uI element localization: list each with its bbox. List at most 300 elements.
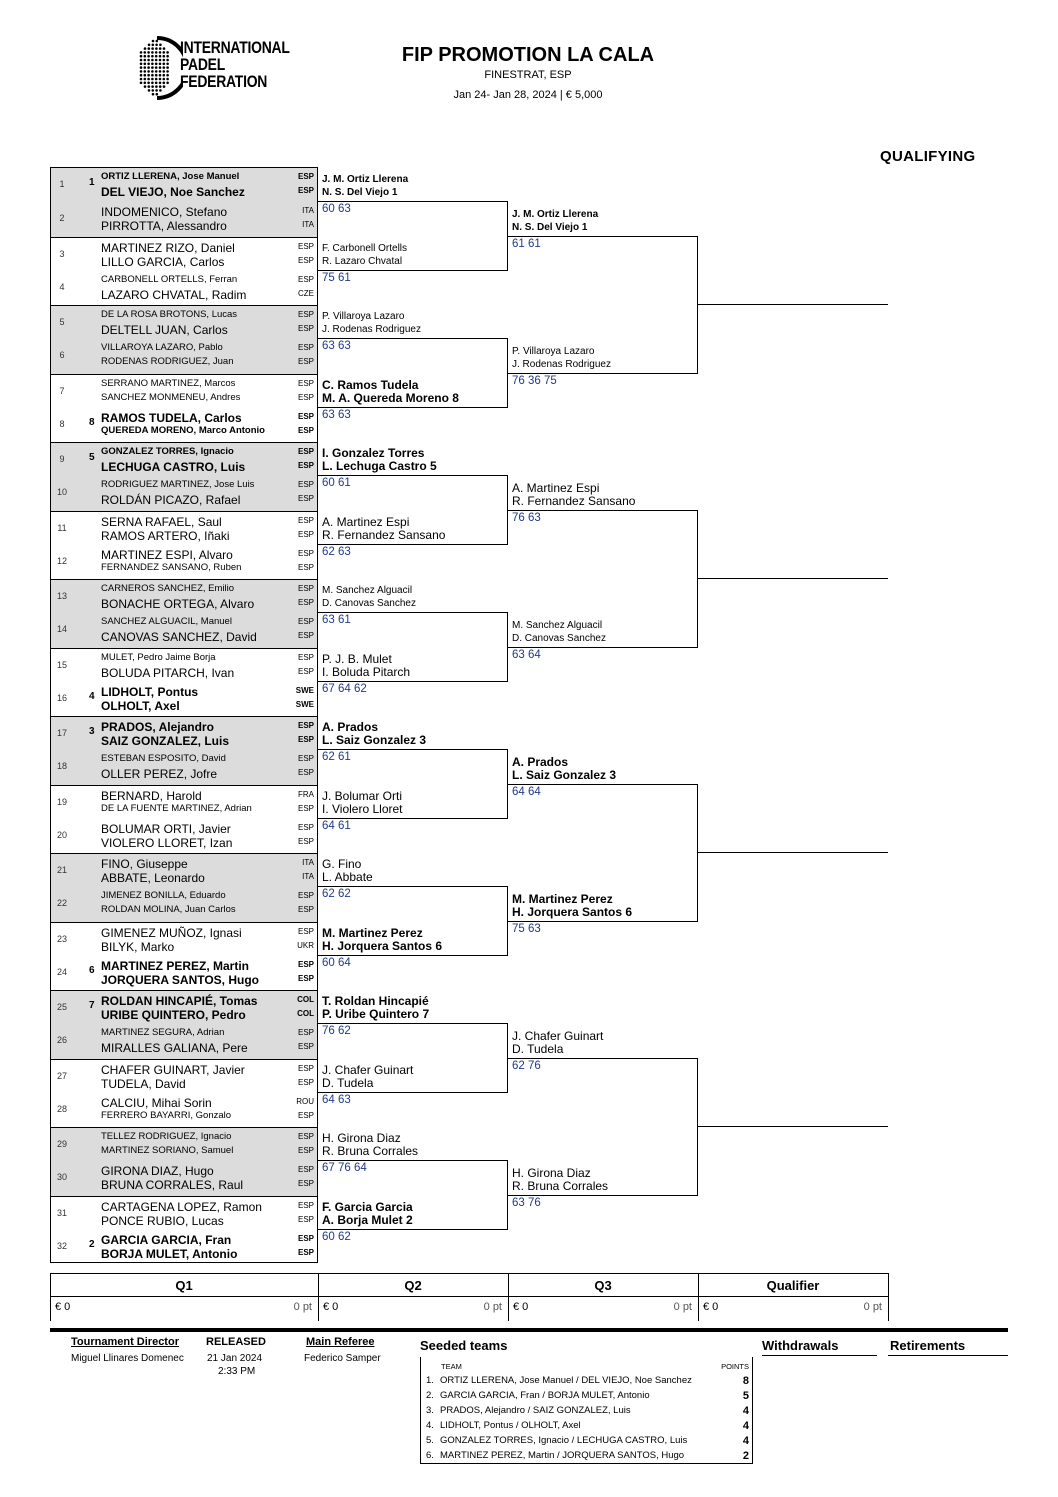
player-1-country: ITA	[302, 206, 314, 216]
seed-rank: 4.	[426, 1420, 434, 1431]
team-column-header: TEAM	[441, 1362, 462, 1371]
seed-points: 2	[742, 1450, 749, 1462]
prize-q3: € 0	[513, 1301, 529, 1313]
player-1-name: MARTINEZ ESPI, Alvaro	[101, 547, 233, 562]
winner-player-1: A. Prados	[512, 754, 569, 769]
draw-position: 10	[56, 487, 67, 498]
winner-player-1: A. Martinez Espi	[322, 514, 410, 529]
player-1-name: CHAFER GUINART, Javier	[101, 1062, 245, 1077]
seed-row	[421, 1373, 752, 1388]
points-qualifier: 0 pt	[863, 1301, 882, 1313]
player-1-name: DE LA ROSA BROTONS, Lucas	[101, 309, 238, 320]
player-1-country: ESP	[297, 1165, 314, 1175]
player-1-name: BERNARD, Harold	[101, 788, 202, 803]
player-2-country: ESP	[297, 905, 314, 915]
q2-line	[318, 1092, 508, 1093]
match-score: 64 64	[512, 785, 541, 798]
player-2-country: UKR	[297, 940, 314, 950]
winner-player-1: I. Gonzalez Torres	[322, 446, 425, 461]
draw-position: 30	[56, 1172, 67, 1183]
draw-position: 8	[59, 418, 65, 429]
q3-winner	[512, 619, 606, 645]
seed-rank: 1.	[426, 1375, 434, 1386]
player-2-name: ABBATE, Leonardo	[101, 871, 205, 885]
player-1-country: ESP	[297, 515, 314, 525]
seed-points: 5	[742, 1390, 749, 1402]
player-1-country: ESP	[297, 548, 314, 558]
player-1-country: COL	[297, 995, 314, 1004]
q2-winner	[322, 1132, 418, 1158]
player-2-country: ESP	[297, 598, 314, 607]
player-2-name: OLHOLT, Axel	[101, 698, 180, 713]
q2-line	[318, 1160, 508, 1161]
player-1-country: ESP	[297, 959, 314, 969]
draw-position: 1	[59, 179, 65, 189]
draw-position: 5	[59, 317, 65, 327]
winner-player-1: G. Fino	[322, 857, 362, 872]
winner-player-2: L. Saiz Gonzalez 3	[512, 767, 617, 782]
winner-player-1: H. Girona Diaz	[512, 1165, 591, 1180]
q2-winner	[322, 1201, 413, 1227]
player-2-name: PIRROTTA, Alessandro	[101, 219, 227, 234]
q3-line	[508, 236, 698, 237]
player-2-country: ESP	[297, 562, 314, 572]
player-1-country: ESP	[297, 584, 314, 593]
player-2-country: ESP	[297, 1042, 314, 1052]
draw-position: 16	[56, 692, 67, 703]
player-2-country: ESP	[297, 1077, 314, 1087]
player-2-name: BILYK, Marko	[101, 939, 175, 954]
player-1-name: CARNEROS SANCHEZ, Emilio	[101, 583, 235, 594]
player-2-country: ESP	[297, 425, 314, 435]
player-1-country: ESP	[297, 721, 314, 730]
winner-player-2: N. S. Del Viejo 1	[512, 221, 588, 233]
winner-player-1: J. M. Ortiz Llerena	[512, 208, 599, 220]
q2-winner	[322, 516, 445, 542]
player-1-name: GARCIA GARCIA, Fran	[101, 1232, 232, 1247]
player-1-country: ESP	[297, 617, 314, 627]
player-2-name: PONCE RUBIO, Lucas	[101, 1213, 224, 1228]
seed-row	[421, 1448, 752, 1463]
player-2-name: OLLER PEREZ, Jofre	[101, 767, 218, 782]
match-score: 60 64	[322, 956, 351, 969]
player-2-country: ESP	[297, 186, 314, 195]
q2-winner	[322, 242, 407, 268]
player-1-country: ESP	[297, 1063, 314, 1073]
player-1-name: ESTEBAN ESPOSITO, David	[101, 753, 226, 765]
q3-line	[508, 373, 698, 374]
seed-number: 8	[89, 416, 95, 428]
player-2-country: ESP	[297, 1146, 314, 1155]
player-2-name: BOLUDA PITARCH, Ivan	[101, 665, 235, 680]
q3-winner	[512, 482, 635, 508]
winner-player-2: I. Boluda Pitarch	[322, 664, 411, 679]
player-1-name: CALCIU, Mihai Sorin	[101, 1095, 212, 1110]
player-1-country: ESP	[297, 754, 314, 764]
withdrawals-title: Withdrawals	[762, 1338, 839, 1353]
winner-player-2: J. Rodenas Rodriguez	[322, 324, 421, 336]
seed-row	[421, 1388, 752, 1403]
player-1-name: ORTIZ LLERENA, Jose Manuel	[101, 171, 240, 182]
q2-line	[318, 749, 508, 750]
winner-player-2: R. Fernandez Sansano	[512, 493, 636, 508]
player-1-country: ESP	[297, 1132, 314, 1141]
player-2-name: MARTINEZ SORIANO, Samuel	[101, 1145, 234, 1156]
winner-player-1: J. Chafer Guinart	[512, 1028, 604, 1043]
draw-position: 28	[56, 1103, 67, 1114]
winner-player-2: L. Lechuga Castro 5	[322, 459, 437, 474]
player-2-country: ITA	[302, 872, 314, 881]
seed-team: ORTIZ LLERENA, Jose Manuel / DEL VIEJO, Noe Sanchez	[440, 1375, 692, 1386]
player-1-country: ESP	[297, 1233, 314, 1243]
winner-player-2: H. Jorquera Santos 6	[322, 938, 443, 953]
draw-position: 15	[56, 659, 67, 670]
seed-team: MARTINEZ PEREZ, Martin / JORQUERA SANTOS, Hugo	[440, 1450, 685, 1461]
seed-row	[421, 1433, 752, 1448]
seed-table-header	[421, 1357, 752, 1373]
winner-player-2: N. S. Del Viejo 1	[322, 187, 398, 199]
q3-winner	[512, 1030, 603, 1056]
prize-qualifier: € 0	[703, 1301, 719, 1313]
player-1-country: ESP	[297, 652, 314, 662]
player-2-country: COL	[297, 1009, 314, 1018]
player-1-country: ESP	[297, 1028, 314, 1038]
player-2-country: ESP	[297, 666, 314, 676]
round-label-q3: Q3	[594, 1278, 612, 1293]
player-2-name: ROLDÁN PICAZO, Rafael	[101, 493, 241, 508]
q3-line	[508, 647, 698, 648]
player-2-country: ESP	[297, 494, 314, 504]
winner-player-1: P. Villaroya Lazaro	[322, 311, 405, 323]
player-2-name: JORQUERA SANTOS, Hugo	[101, 972, 260, 987]
qualifier-line	[698, 304, 888, 305]
draw-position: 9	[59, 454, 65, 464]
player-2-country: ESP	[297, 255, 314, 265]
seed-rank: 3.	[426, 1405, 434, 1416]
seed-number: 7	[89, 1000, 95, 1011]
q2-winner	[322, 584, 416, 610]
player-2-name: RODENAS RODRIGUEZ, Juan	[101, 356, 234, 368]
player-1-country: ESP	[297, 274, 314, 284]
q2-line	[318, 407, 508, 408]
player-2-country: ESP	[297, 803, 314, 813]
released-time: 2:33 PM	[218, 1366, 256, 1377]
player-1-country: ESP	[297, 241, 314, 251]
draw-position: 21	[56, 865, 67, 875]
retirements-underline	[888, 1355, 1008, 1356]
qualifier-line	[698, 852, 888, 853]
draw-position: 26	[56, 1035, 67, 1046]
draw-position: 32	[56, 1240, 67, 1251]
q2-line	[318, 886, 508, 887]
seed-points: 4	[742, 1435, 749, 1447]
seed-number: 4	[89, 690, 95, 702]
qualifier-line	[698, 578, 888, 579]
winner-player-1: A. Martinez Espi	[512, 480, 600, 495]
player-2-name: BRUNA CORRALES, Raul	[101, 1178, 244, 1193]
winner-player-2: A. Borja Mulet 2	[322, 1212, 413, 1227]
winner-player-2: R. Bruna Corrales	[322, 1144, 419, 1159]
column-separator	[888, 1273, 889, 1321]
player-1-name: MARTINEZ RIZO, Daniel	[101, 240, 235, 255]
draw-position: 25	[56, 1002, 67, 1012]
draw-position: 7	[59, 385, 65, 396]
points-q2: 0 pt	[483, 1301, 502, 1313]
winner-player-2: M. A. Quereda Moreno 8	[322, 390, 459, 405]
seed-points: 4	[742, 1405, 749, 1417]
federation-line-3: FEDERATION	[180, 72, 268, 91]
player-1-country: ESP	[297, 822, 314, 832]
q2-line	[318, 270, 508, 271]
draw-position: 6	[59, 350, 65, 361]
player-2-country: ESP	[297, 768, 314, 778]
player-2-name: SANCHEZ MONMENEU, Andres	[101, 391, 241, 403]
seed-row	[421, 1403, 752, 1418]
player-1-name: TELLEZ RODRIGUEZ, Ignacio	[101, 1131, 232, 1142]
seed-number: 5	[89, 452, 95, 463]
player-1-name: VILLAROYA LAZARO, Pablo	[101, 342, 223, 354]
player-2-country: ESP	[297, 357, 314, 367]
seed-rank: 5.	[426, 1435, 434, 1446]
q3-winner	[512, 893, 632, 919]
winner-player-1: J. Bolumar Orti	[322, 788, 403, 803]
prize-q1: € 0	[55, 1301, 71, 1313]
winner-player-2: R. Fernandez Sansano	[322, 527, 446, 542]
seed-team: GONZALEZ TORRES, Ignacio / LECHUGA CASTRO, Luis	[440, 1435, 688, 1446]
player-1-name: BOLUMAR ORTI, Javier	[101, 821, 231, 836]
player-1-country: ESP	[297, 891, 314, 901]
winner-player-2: L. Saiz Gonzalez 3	[322, 733, 427, 748]
winner-player-1: F. Garcia Garcia	[322, 1199, 413, 1214]
q3-winner	[512, 208, 598, 234]
withdrawals-underline	[762, 1355, 877, 1356]
q3-winner	[512, 345, 611, 371]
q3-line	[508, 1058, 698, 1059]
draw-position: 17	[56, 728, 67, 738]
player-1-name: MULET, Pedro Jaime Borja	[101, 651, 216, 663]
director-label: Tournament Director	[71, 1336, 179, 1348]
winner-player-2: D. Tudela	[512, 1041, 564, 1056]
player-2-country: ESP	[297, 973, 314, 983]
draw-position: 29	[56, 1139, 67, 1149]
q2-line	[318, 681, 508, 682]
seed-team: GARCIA GARCIA, Fran / BORJA MULET, Antonio	[440, 1390, 650, 1401]
player-1-name: ROLDAN HINCAPIÉ, Tomas	[101, 994, 258, 1008]
player-2-name: SAIZ GONZALEZ, Luis	[101, 734, 229, 748]
q2-line	[318, 475, 508, 476]
match-score: 63 63	[322, 340, 351, 353]
draw-position: 24	[56, 966, 67, 977]
federation-line-2: PADEL	[180, 55, 225, 74]
q2-line	[318, 612, 508, 613]
winner-player-1: P. Villaroya Lazaro	[512, 345, 595, 357]
draw-position: 20	[56, 829, 67, 840]
q3-winner	[512, 756, 616, 782]
player-2-name: LAZARO CHVATAL, Radim	[101, 287, 247, 302]
released-label: RELEASED	[206, 1336, 266, 1348]
winner-player-1: J. M. Ortiz Llerena	[322, 174, 409, 186]
player-2-country: ESP	[297, 529, 314, 539]
player-2-country: ESP	[297, 461, 314, 470]
winner-player-1: T. Roldan Hincapié	[322, 994, 429, 1009]
player-2-name: TUDELA, David	[101, 1076, 186, 1091]
winner-player-2: D. Canovas Sanchez	[512, 632, 606, 644]
prize-divider	[50, 1273, 888, 1274]
match-score: 62 63	[322, 545, 351, 558]
referee-label: Main Referee	[306, 1336, 375, 1348]
winner-player-1: M. Martinez Perez	[512, 891, 613, 906]
player-1-name: GONZALEZ TORRES, Ignacio	[101, 446, 234, 457]
seed-number: 1	[89, 177, 95, 188]
winner-player-2: D. Canovas Sanchez	[322, 598, 416, 610]
player-2-country: ESP	[297, 324, 314, 333]
seed-row	[421, 1418, 752, 1433]
match-score: 63 63	[322, 408, 351, 421]
player-2-name: BORJA MULET, Antonio	[101, 1246, 238, 1261]
prize-q2: € 0	[323, 1301, 339, 1313]
player-1-country: ESP	[297, 343, 314, 353]
q3-line	[508, 1195, 698, 1196]
player-1-name: JIMENEZ BONILLA, Eduardo	[101, 890, 226, 902]
tournament-location: FINESTRAT, ESP	[484, 69, 572, 81]
draw-position: 3	[59, 248, 65, 259]
seed-number: 6	[89, 964, 95, 976]
q2-line	[318, 955, 508, 956]
tournament-title: FIP PROMOTION LA CALA	[401, 44, 655, 66]
player-2-country: ESP	[297, 735, 314, 744]
player-1-name: LIDHOLT, Pontus	[101, 684, 199, 699]
seeded-teams-table	[420, 1357, 753, 1464]
q2-winner	[322, 310, 421, 336]
player-2-name: DE LA FUENTE MARTINEZ, Adrian	[101, 802, 252, 814]
q2-line	[318, 1229, 508, 1230]
winner-player-2: D. Tudela	[322, 1075, 374, 1090]
player-2-name: MIRALLES GALIANA, Pere	[101, 1041, 248, 1056]
match-score: 62 61	[322, 751, 351, 764]
winner-player-1: H. Girona Diaz	[322, 1131, 401, 1146]
round-label-q1: Q1	[175, 1278, 193, 1293]
points-q1: 0 pt	[293, 1301, 312, 1313]
match-score: 62 62	[322, 888, 351, 901]
seed-points: 4	[742, 1420, 749, 1432]
federation-line-1: INTERNATIONAL	[180, 38, 290, 57]
player-1-country: ESP	[297, 310, 314, 319]
player-2-name: FERNANDEZ SANSANO, Ruben	[101, 561, 242, 573]
q2-winner	[322, 653, 410, 679]
player-2-country: ESP	[297, 631, 314, 641]
player-1-name: INDOMENICO, Stefano	[101, 205, 228, 220]
player-2-name: URIBE QUINTERO, Pedro	[101, 1008, 246, 1022]
q2-winner	[322, 1064, 413, 1090]
match-score: 60 63	[322, 203, 351, 216]
round-label-qualifier: Qualifier	[766, 1278, 820, 1293]
player-1-country: ESP	[297, 378, 314, 388]
winner-player-2: J. Rodenas Rodriguez	[512, 358, 611, 370]
seed-rank: 2.	[426, 1390, 434, 1401]
winner-player-1: F. Carbonell Ortells	[322, 242, 408, 254]
winner-player-1: M. Sanchez Alguacil	[512, 619, 603, 631]
draw-position: 27	[56, 1070, 67, 1081]
match-score: 75 61	[322, 271, 351, 284]
q2-line	[318, 1023, 508, 1024]
player-1-country: ESP	[297, 1200, 314, 1210]
points-column-header: POINTS	[721, 1362, 749, 1371]
player-1-name: GIRONA DIAZ, Hugo	[101, 1164, 214, 1179]
seed-team: LIDHOLT, Pontus / OLHOLT, Axel	[440, 1420, 581, 1431]
winner-player-1: J. Chafer Guinart	[322, 1062, 414, 1077]
q2-line	[318, 544, 508, 545]
winner-player-2: H. Jorquera Santos 6	[512, 904, 633, 919]
draw-position: 19	[56, 796, 67, 807]
player-1-name: CARBONELL ORTELLS, Ferran	[101, 273, 238, 285]
winner-player-1: A. Prados	[322, 720, 379, 735]
q2-winner	[322, 927, 442, 953]
q2-line	[318, 818, 508, 819]
player-1-country: SWE	[295, 685, 314, 695]
player-2-country: ESP	[297, 836, 314, 846]
player-2-country: ESP	[297, 1110, 314, 1120]
player-2-country: ESP	[297, 1179, 314, 1189]
player-1-country: ESP	[297, 480, 314, 490]
player-2-name: BONACHE ORTEGA, Alvaro	[101, 597, 255, 611]
player-1-country: FRA	[298, 789, 314, 799]
seed-rank: 6.	[426, 1450, 434, 1461]
q3-line	[508, 510, 698, 511]
match-score: 64 63	[322, 1093, 351, 1106]
match-score: 75 63	[512, 922, 541, 935]
qualifier-line	[698, 1126, 888, 1127]
player-2-name: ROLDAN MOLINA, Juan Carlos	[101, 904, 236, 916]
draw-position: 31	[56, 1207, 67, 1218]
director-name: Miguel Llinares Domenec	[71, 1353, 184, 1364]
match-score: 76 62	[322, 1025, 351, 1038]
match-score: 64 61	[322, 819, 351, 832]
player-1-name: SANCHEZ ALGUACIL, Manuel	[101, 616, 232, 628]
player-1-name: CARTAGENA LOPEZ, Ramon	[101, 1199, 262, 1214]
q2-winner	[322, 173, 408, 199]
footer-divider	[50, 1328, 1008, 1332]
winner-player-2: P. Uribe Quintero 7	[322, 1007, 430, 1022]
player-2-name: DELTELL JUAN, Carlos	[101, 323, 228, 337]
player-2-country: ESP	[297, 392, 314, 402]
player-1-name: SERNA RAFAEL, Saul	[101, 514, 222, 529]
winner-player-1: P. J. B. Mulet	[322, 651, 392, 666]
winner-player-1: M. Sanchez Alguacil	[322, 585, 413, 597]
seed-number: 3	[89, 726, 95, 737]
player-1-name: SERRANO MARTINEZ, Marcos	[101, 377, 236, 389]
match-score: 63 61	[322, 614, 351, 627]
released-date: 21 Jan 2024	[207, 1353, 263, 1364]
match-score: 63 64	[512, 648, 541, 661]
q2-winner	[322, 995, 429, 1021]
match-score: 61 61	[512, 237, 541, 250]
player-1-name: FINO, Giuseppe	[101, 857, 188, 871]
player-2-name: LECHUGA CASTRO, Luis	[101, 460, 246, 474]
draw-position: 13	[56, 591, 67, 601]
q2-winner	[322, 379, 459, 405]
q3-winner	[512, 1167, 608, 1193]
draw-position: 22	[56, 898, 67, 909]
retirements-title: Retirements	[890, 1338, 966, 1353]
winner-player-1: C. Ramos Tudela	[322, 377, 419, 392]
referee-name: Federico Samper	[304, 1353, 381, 1364]
round-label-q2: Q2	[404, 1278, 422, 1293]
winner-player-2: R. Bruna Corrales	[512, 1178, 609, 1193]
seeded-teams-title: Seeded teams	[420, 1338, 508, 1353]
player-2-country: CZE	[298, 288, 314, 298]
player-2-name: VIOLERO LLORET, Izan	[101, 835, 233, 850]
q2-winner	[322, 790, 403, 816]
